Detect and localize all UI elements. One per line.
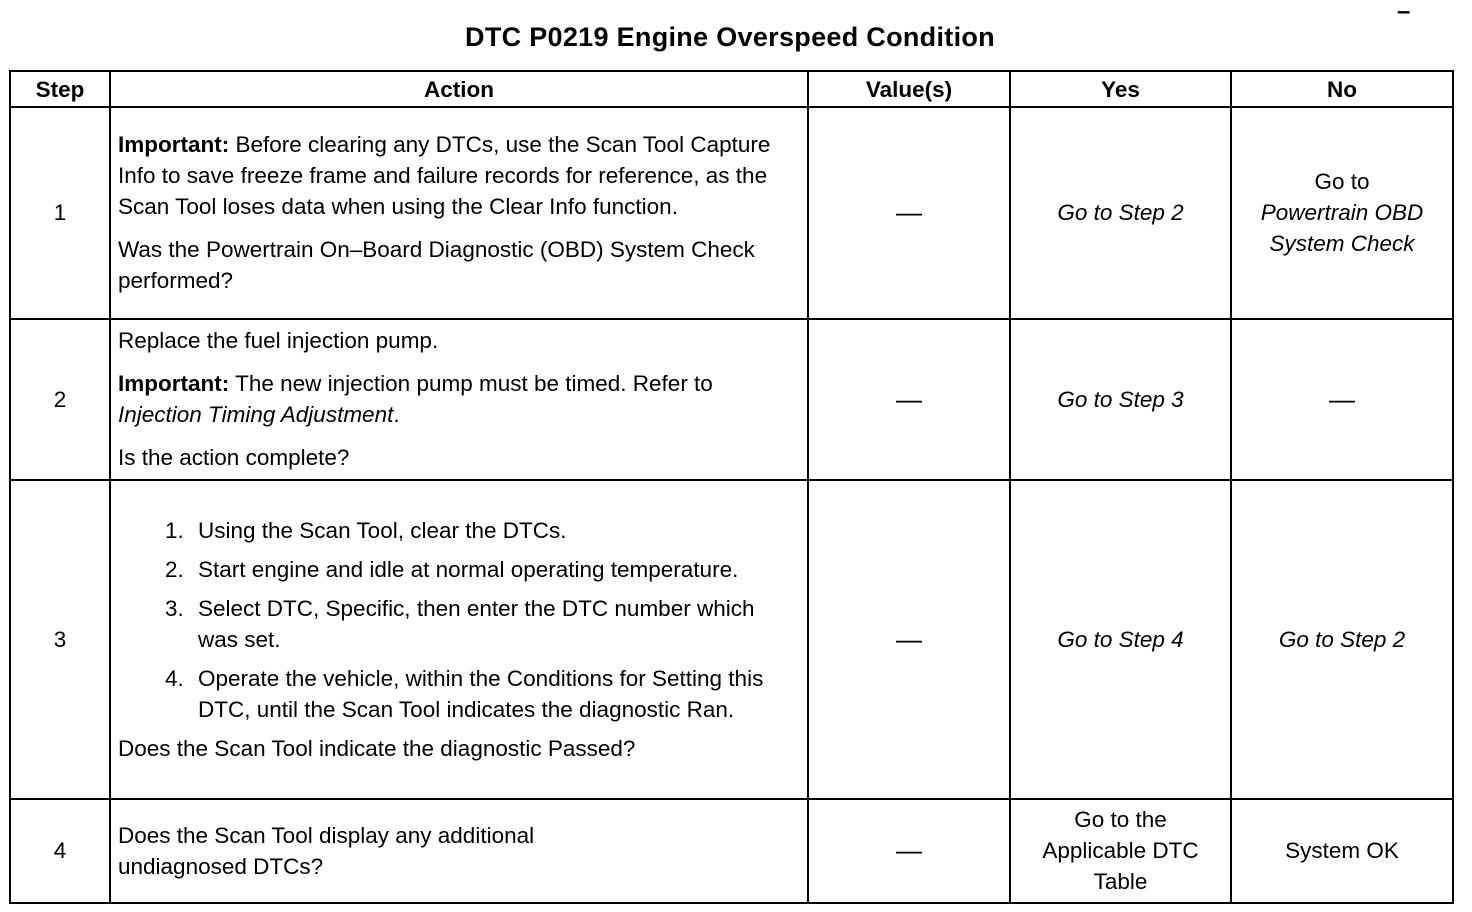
value-cell: — xyxy=(808,480,1010,799)
yes-cell xyxy=(1010,799,1231,903)
yes-cell xyxy=(1010,107,1231,319)
step-question: Does the Scan Tool display any additional undiagnosed DTCs? xyxy=(118,822,535,879)
substep-item: 3. Select DTC, Specific, then enter the DTC number which was set. xyxy=(190,593,800,655)
substep-item: 4. Operate the vehicle, within the Conditions for Setting this DTC, until the Scan Tool indicates the diagnostic Ran. xyxy=(190,663,800,725)
no-cell xyxy=(1231,107,1453,319)
important-label: Important: xyxy=(118,371,230,397)
substep-item: 1. Using the Scan Tool, clear the DTCs. xyxy=(190,515,800,546)
yes-link[interactable]: Go to Step 2 xyxy=(1057,200,1184,226)
important-text: The new injection pump must be timed. Refer to xyxy=(229,371,713,397)
column-header-values: Value(s) xyxy=(808,71,1010,107)
table-row xyxy=(10,319,1453,480)
page-corner-mark: – xyxy=(1397,0,1411,25)
step-question: Is the action complete? xyxy=(118,445,350,471)
diagnostic-table xyxy=(9,70,1454,904)
step-number: 2 xyxy=(10,319,110,480)
important-note xyxy=(118,129,800,222)
injection-timing-link[interactable]: Injection Timing Adjustment xyxy=(118,402,394,428)
yes-cell xyxy=(1010,480,1231,799)
step-question: Does the Scan Tool indicate the diagnostic Passed? xyxy=(118,735,636,761)
no-link[interactable]: Powertrain OBD System Check xyxy=(1260,200,1424,257)
action-cell xyxy=(110,107,808,319)
important-note xyxy=(118,368,800,430)
value-cell: — xyxy=(808,319,1010,480)
no-cell xyxy=(1231,480,1453,799)
no-cell xyxy=(1231,799,1453,903)
yes-link[interactable]: Go to the Applicable DTC Table xyxy=(1042,807,1199,895)
important-text: Before clearing any DTCs, use the Scan Tool Capture Info to save freeze frame and failure records for reference, as the Scan Tool loses data when using the Clear Info function. xyxy=(118,132,771,220)
step-number: 4 xyxy=(10,799,110,903)
action-text: Replace the fuel injection pump. xyxy=(118,328,439,354)
column-header-yes: Yes xyxy=(1010,71,1231,107)
substep-item: 2. Start engine and idle at normal operating temperature. xyxy=(190,554,800,585)
value-cell: — xyxy=(808,799,1010,903)
action-cell xyxy=(110,319,808,480)
step-question: Was the Powertrain On–Board Diagnostic (OBD) System Check performed? xyxy=(118,237,755,294)
column-header-action: Action xyxy=(110,71,808,107)
substep-list xyxy=(118,515,800,725)
no-prefix: Go to xyxy=(1314,169,1370,195)
action-cell xyxy=(110,799,808,903)
important-label: Important: xyxy=(118,132,230,158)
no-link[interactable]: Go to Step 2 xyxy=(1278,626,1406,652)
column-header-no: No xyxy=(1231,71,1453,107)
table-row xyxy=(10,107,1453,319)
yes-link[interactable]: Go to Step 4 xyxy=(1057,626,1184,652)
yes-link[interactable]: Go to Step 3 xyxy=(1057,386,1184,412)
important-end: . xyxy=(393,402,400,428)
table-row xyxy=(10,480,1453,799)
table-row xyxy=(10,799,1453,903)
table-header-row xyxy=(10,71,1453,107)
yes-cell xyxy=(1010,319,1231,480)
column-header-step: Step xyxy=(10,71,110,107)
action-cell xyxy=(110,480,808,799)
step-number: 1 xyxy=(10,107,110,319)
no-result: System OK xyxy=(1285,838,1399,864)
value-cell: — xyxy=(808,107,1010,319)
page-title: DTC P0219 Engine Overspeed Condition xyxy=(465,22,995,52)
step-number: 3 xyxy=(10,480,110,799)
no-cell: — xyxy=(1231,319,1453,480)
